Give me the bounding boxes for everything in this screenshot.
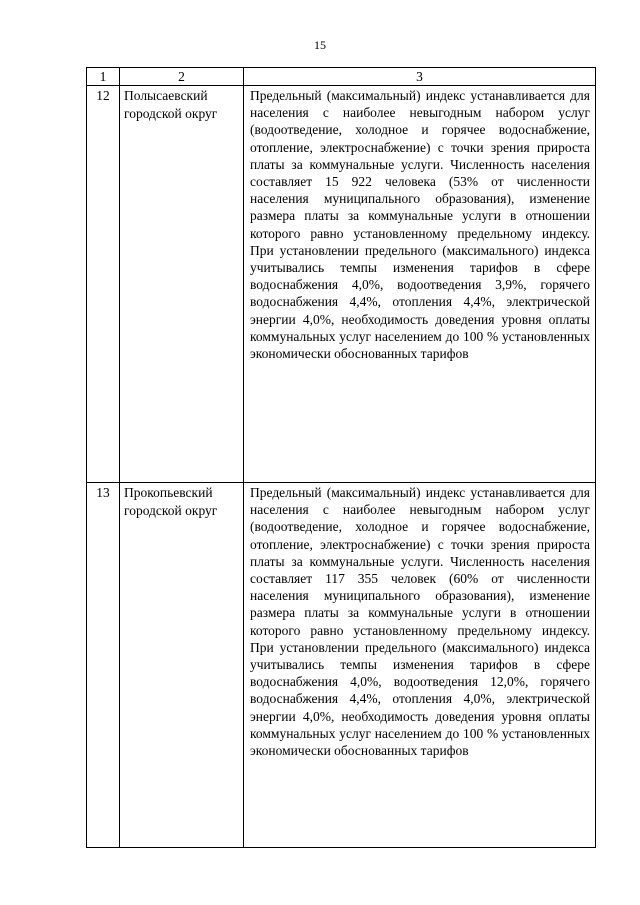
municipality-name: Полысаевский городской округ (120, 86, 244, 483)
municipality-name: Прокопьевский городской округ (120, 483, 244, 848)
table-row (87, 86, 596, 483)
column-header-3: 3 (244, 68, 596, 86)
page-number: 15 (314, 38, 326, 52)
table-row (87, 483, 596, 848)
column-header-1: 1 (87, 68, 120, 86)
row-number: 12 (87, 86, 120, 483)
row-number: 13 (87, 483, 120, 848)
index-description: Предельный (максимальный) индекс устанавливается для населения с наиболее невыгодным набором услуг (водоотведение, холодное и горячее водоснабжение, отопление, электроснабжение) с точки зрения прироста платы за коммунальные услуги. Численность населения составляет 15 922 человека (53% от численности населения муниципального образования), изменение размера платы за коммунальные услуги в отношении которого равно установленному предельному индексу. При установлении предельного (максимального) индекса учитывались темпы изменения тарифов в сфере водоснабжения 4,0%, водоотведения 3,9%, горячего водоснабжения 4,4%, отопления 4,4%, электрической энергии 4,0%, необходимость доведения уровня оплаты коммунальных услуг населением до 100 % установленных экономически обоснованных тарифов (250, 88, 590, 362)
tariff-index-table (86, 67, 596, 848)
index-description-cell (244, 483, 596, 848)
table-header-row (87, 68, 596, 86)
column-header-2: 2 (120, 68, 244, 86)
index-description: Предельный (максимальный) индекс устанавливается для населения с наиболее невыгодным набором услуг (водоотведение, холодное и горячее водоснабжение, отопление, электроснабжение) с точки зрения прироста платы за коммунальные услуги. Численность населения составляет 117 355 человек (60% от численности населения муниципального образования), изменение размера платы за коммунальные услуги в отношении которого равно установленному предельному индексу. При установлении предельного (максимального) индекса учитывались темпы изменения тарифов в сфере водоснабжения 4,0%, водоотведения 12,0%, горячего водоснабжения 4,4%, отопления 4,0%, электрической энергии 4,0%, необходимость доведения уровня оплаты коммунальных услуг населением до 100 % установленных экономически обоснованных тарифов (250, 485, 590, 759)
index-description-cell (244, 86, 596, 483)
